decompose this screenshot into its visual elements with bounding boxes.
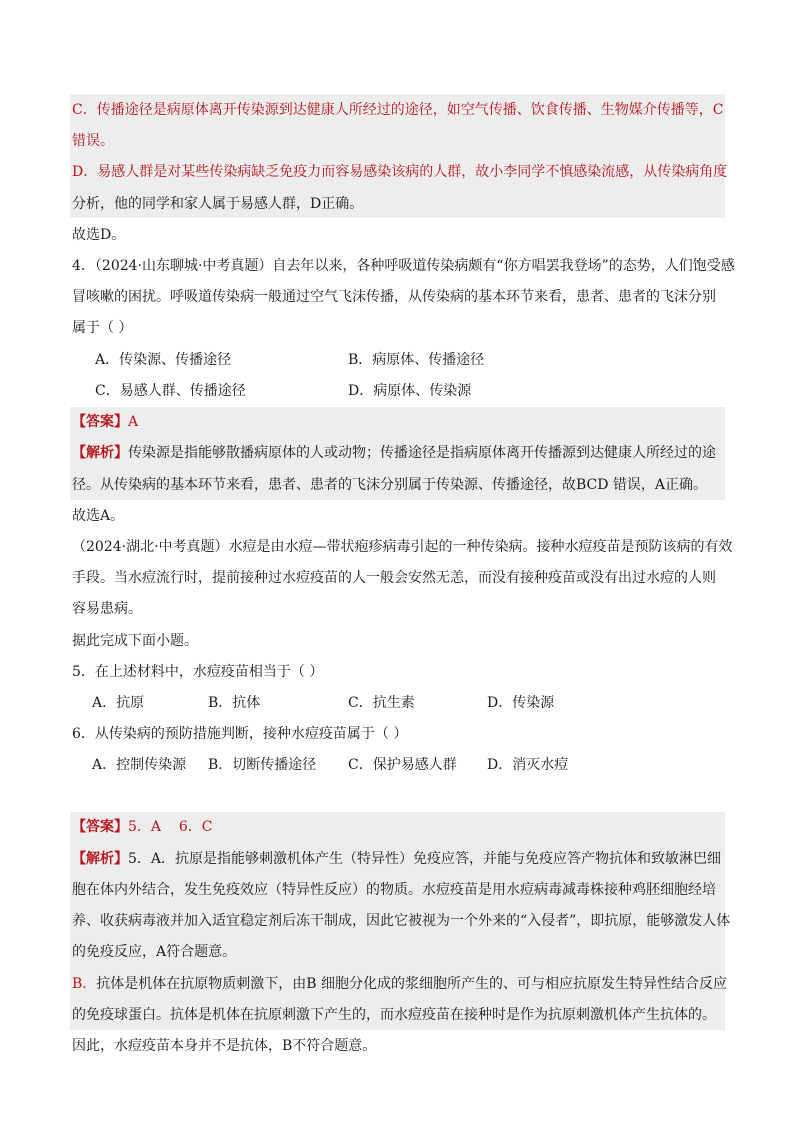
q6-option-b: B．切断传播途径 — [208, 757, 317, 773]
analysis-tag: 【解析】 — [72, 445, 128, 461]
analysis-text: 传染源是指能够散播病原体的人或动物；传播途径是指病原体离开传播源到达健康人所经过的途 — [128, 445, 716, 461]
q5-stem: 5．在上述材料中，水痘疫苗相当于（ ） — [72, 664, 324, 680]
q4-stem-line3: 属于（ ） — [72, 320, 133, 336]
q4-analysis-line1 — [72, 443, 716, 463]
q4-conclusion: 故选A。 — [72, 508, 125, 524]
answer-tag: 【答案】 — [72, 414, 128, 430]
q56-analysis-b-line2: 的免疫球蛋白。抗体是机体在抗原刺激下产生的，而水痘疫苗在接种时是作为抗原刺激机体产生抗体的。 — [72, 1007, 716, 1023]
answer-value: A — [128, 414, 139, 430]
q4-stem-line1: 4．（2024·山东聊城·中考真题）自去年以来，各种呼吸道传染病颇有“你方唱罢我登场”的态势，人们饱受感 — [72, 258, 735, 274]
q5-option-b: B．抗体 — [208, 695, 261, 711]
q3-option-d-analysis-cont: 分析，他的同学和家人属于易感人群，D正确。 — [72, 196, 364, 212]
material-line2: 手段。当水痘流行时，提前接种过水痘疫苗的人一般会安然无恙，而没有接种疫苗或没有出过水痘的人则 — [72, 570, 716, 586]
q4-option-a: A．传染源、传播途径 — [95, 352, 232, 368]
analysis-text: 5．A．抗原是指能够刺激机体产生（特异性）免疫应答，并能与免疫应答产物抗体和致敏淋巴细 — [128, 851, 722, 867]
q56-analysis-b-line1 — [72, 974, 727, 994]
q6-stem: 6．从传染病的预防措施判断，接种水痘疫苗属于（ ） — [72, 726, 408, 742]
q3-option-c-analysis-cont: 错误。 — [72, 133, 114, 149]
q5-option-d: D．传染源 — [487, 695, 555, 711]
material-instruction: 据此完成下面小题。 — [72, 633, 198, 649]
q6-option-c: C．保护易感人群 — [348, 757, 457, 773]
option-b-head: B． — [72, 976, 97, 992]
q5-option-c: C．抗生素 — [348, 695, 415, 711]
q4-answer — [72, 412, 138, 432]
material-line3: 容易患病。 — [72, 601, 142, 617]
q56-answer — [72, 817, 212, 837]
q3-conclusion: 故选D。 — [72, 227, 126, 243]
q4-option-c: C．易感人群、传播途径 — [95, 383, 246, 399]
q56-analysis-line3: 养、收获病毒液并加入适宜稳定剂后冻干制成，因此它被视为一个外来的“入侵者”，即抗原，能够激发人体 — [72, 913, 731, 929]
q56-analysis-line1 — [72, 849, 721, 869]
q4-stem-line2: 冒咳嗽的困扰。呼吸道传染病一般通过空气飞沫传播，从传染病的基本环节来看，患者、患者的飞沫分别 — [72, 289, 716, 305]
q4-analysis-line2: 径。从传染病的基本环节来看，患者、患者的飞沫分别属于传染源、传播途径，故BCD 错误，A正确。 — [72, 477, 708, 493]
q56-analysis-line2: 胞在体内外结合，发生免疫效应（特异性反应）的物质。水痘疫苗是用水痘病毒减毒株接种鸡胚细胞经培 — [72, 882, 716, 898]
q3-option-d-analysis: D．易感人群是对某些传染病缺乏免疫力而容易感染该病的人群，故小李同学不慎感染流感，从传染病角度 — [72, 164, 728, 180]
q4-option-b: B．病原体、传播途径 — [348, 352, 485, 368]
q5-option-a: A．抗原 — [92, 695, 145, 711]
material-line1: （2024·湖北·中考真题）水痘是由水痘—带状疱疹病毒引起的一种传染病。接种水痘疫苗是预防该病的有效 — [72, 539, 733, 555]
q6-option-a: A．控制传染源 — [92, 757, 187, 773]
q56-analysis-b-line3: 因此，水痘疫苗本身并不是抗体，B不符合题意。 — [72, 1038, 377, 1054]
answer-tag: 【答案】 — [72, 819, 128, 835]
q3-option-c-analysis: C．传播途径是病原体离开传染源到达健康人所经过的途径，如空气传播、饮食传播、生物媒介传播等，C — [72, 102, 724, 118]
q4-option-d: D．病原体、传染源 — [348, 383, 472, 399]
analysis-tag: 【解析】 — [72, 851, 128, 867]
answer-value: 5．A 6．C — [128, 819, 213, 835]
q6-option-d: D．消灭水痘 — [487, 757, 569, 773]
q56-analysis-line4: 的免疫反应，A符合题意。 — [72, 944, 237, 960]
option-b-text: 抗体是机体在抗原物质刺激下，由B 细胞分化成的浆细胞所产生的、可与相应抗原发生特异性结合反应 — [96, 976, 728, 992]
